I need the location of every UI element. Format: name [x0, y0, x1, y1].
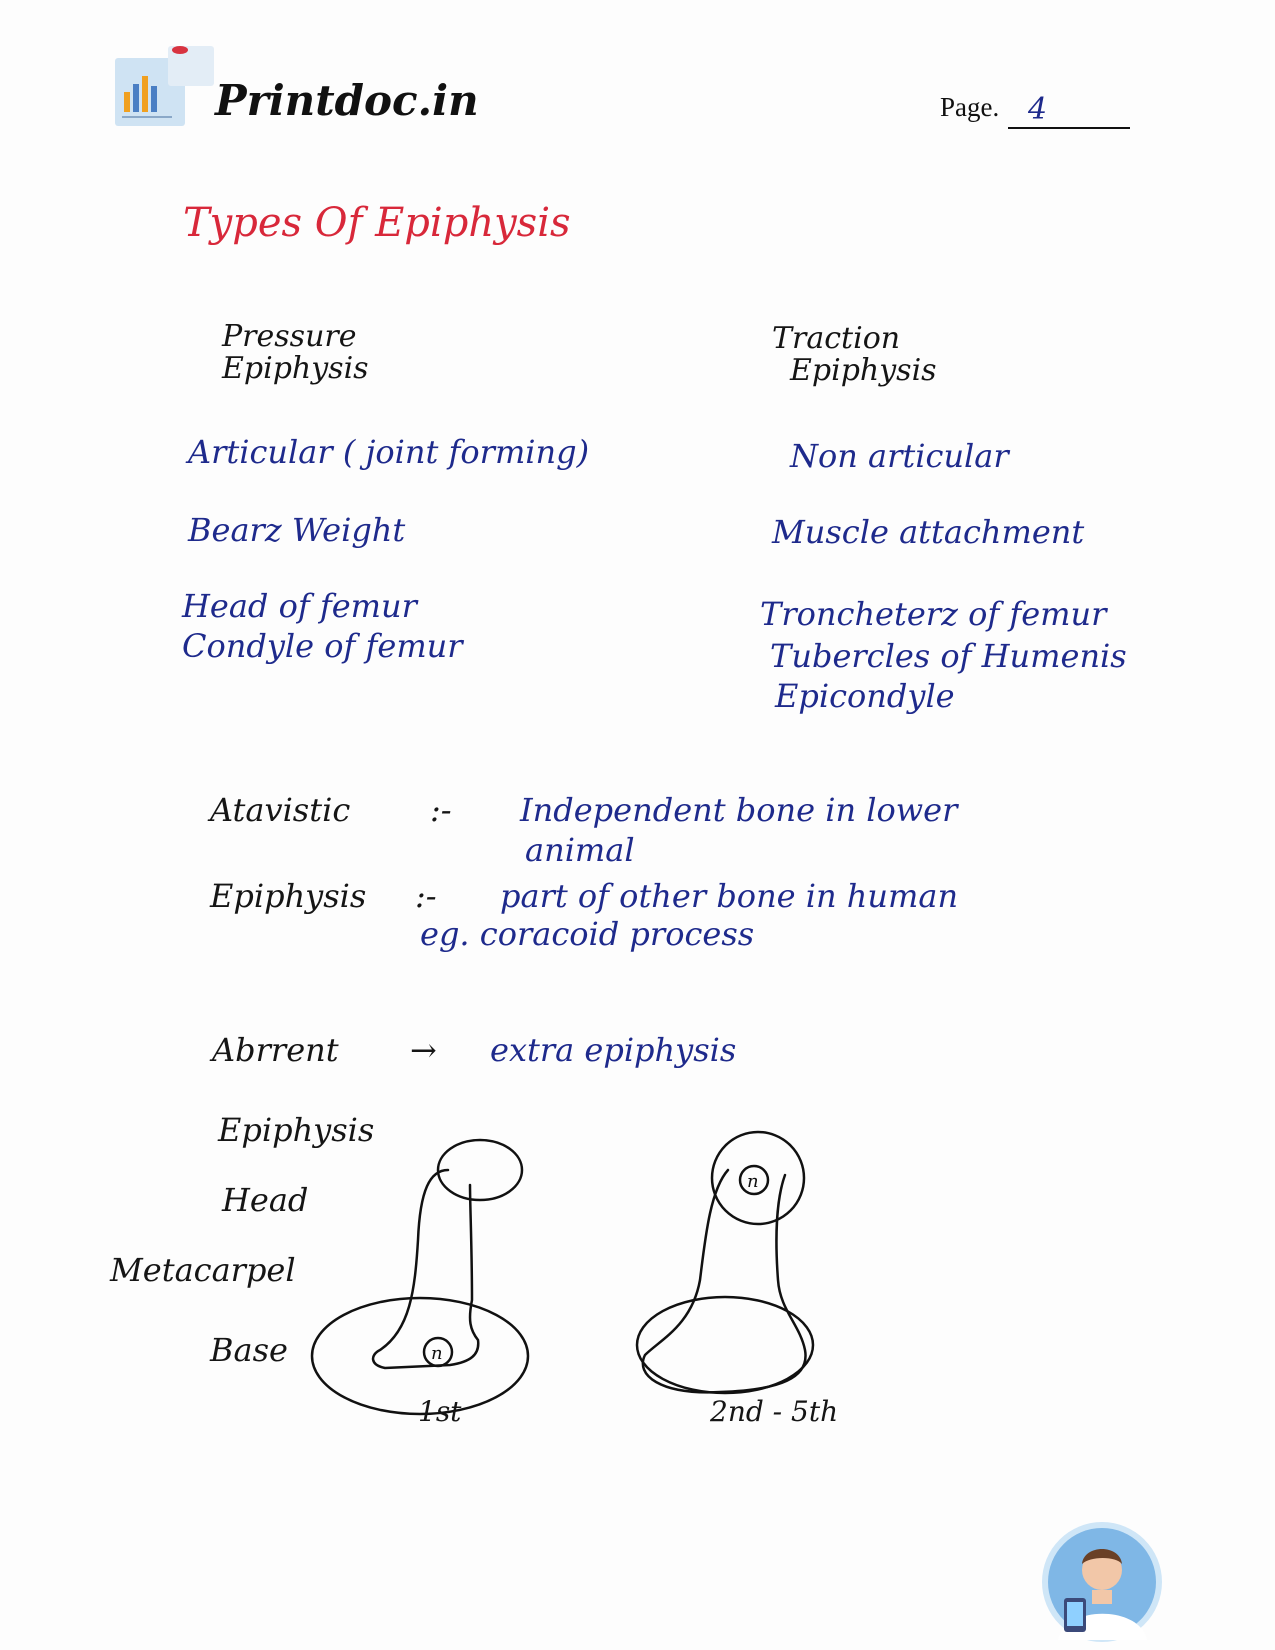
aberrant-definition: extra epiphysis	[490, 1031, 737, 1069]
label-base: Base	[210, 1331, 288, 1369]
epiphysis-separator: :-	[415, 877, 437, 915]
caption-second-fifth: 2nd - 5th	[710, 1395, 839, 1428]
pressure-heading-line2: Epiphysis	[222, 351, 369, 386]
atavistic-definition-2: animal	[525, 831, 635, 869]
label-epiphysis: Epiphysis	[218, 1111, 375, 1149]
brand-name: Printdoc.in	[215, 76, 479, 125]
atavistic-term: Atavistic	[210, 791, 351, 829]
metacarpal-2-base-epiphysis	[637, 1297, 813, 1393]
epiphysis-term: Epiphysis	[210, 877, 367, 915]
caption-first: 1st	[418, 1395, 462, 1428]
pressure-row-weight: Bearz Weight	[188, 511, 406, 549]
traction-row-muscle: Muscle attachment	[772, 513, 1085, 551]
doctor-mascot-icon	[1040, 1520, 1165, 1645]
label-head: Head	[222, 1181, 309, 1219]
pressure-heading-line1: Pressure	[222, 319, 357, 354]
traction-heading-line2: Epiphysis	[790, 353, 937, 388]
traction-heading-line1: Traction	[772, 321, 901, 356]
epiphysis-definition-2: eg. coracoid process	[420, 915, 755, 953]
page-title: Types Of Epiphysis	[183, 200, 571, 246]
traction-example-2: Tubercles of Humenis	[770, 637, 1127, 675]
metacarpal-1-shaft	[373, 1170, 478, 1368]
page-number: 4	[1028, 92, 1048, 127]
nucleus-letter-2: n	[747, 1171, 759, 1192]
epiphysis-definition-1: part of other bone in human	[500, 877, 959, 915]
pressure-example-2: Condyle of femur	[182, 627, 463, 665]
metacarpal-2-shaft	[643, 1170, 806, 1392]
atavistic-separator: :-	[430, 791, 452, 829]
atavistic-definition-1: Independent bone in lower	[520, 791, 958, 829]
traction-row-nonarticular: Non articular	[790, 437, 1009, 475]
pressure-example-1: Head of femur	[182, 587, 417, 625]
traction-example-3: Epicondyle	[775, 677, 955, 715]
aberrant-term: Abrrent	[212, 1031, 339, 1069]
page-number-underline	[1008, 127, 1130, 129]
metacarpal-1-head-epiphysis	[438, 1140, 522, 1200]
aberrant-arrow: →	[410, 1031, 437, 1069]
metacarpal-diagram	[300, 1130, 900, 1430]
nucleus-letter-1: n	[431, 1343, 443, 1364]
printdoc-logo	[110, 40, 220, 130]
traction-example-1: Troncheterz of femur	[760, 595, 1107, 633]
page-label: Page.	[940, 92, 1000, 122]
pressure-row-articular: Articular ( joint forming)	[188, 433, 590, 471]
label-metacarpel: Metacarpel	[110, 1251, 296, 1289]
